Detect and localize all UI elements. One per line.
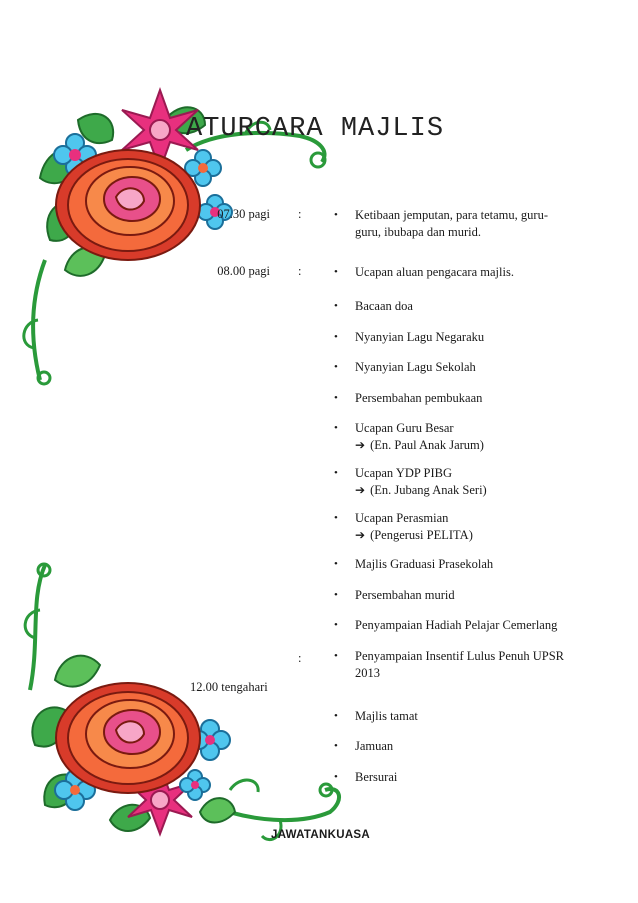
agenda-item: [334, 264, 568, 281]
bullet-icon: •: [334, 558, 338, 570]
agenda-item-text: Ucapan aluan pengacara majlis.: [355, 265, 514, 279]
agenda-item-text: Bacaan doa: [355, 299, 413, 313]
page-title: ATURCARA MAJLIS: [186, 114, 445, 144]
agenda-item: [334, 648, 568, 682]
agenda-item-text: Ketibaan jemputan, para tetamu, guru-guru, ibubapa dan murid.: [355, 208, 548, 239]
time-label: 12.00 tengahari: [190, 680, 268, 694]
agenda-item: [334, 708, 568, 725]
agenda-item: [334, 207, 568, 241]
agenda-subitem-text: (En. Paul Anak Jarum): [370, 438, 484, 452]
bullet-icon: •: [334, 300, 338, 312]
agenda-item: [334, 738, 568, 755]
bottom-floral-corner: [25, 564, 339, 840]
bullet-icon: •: [334, 209, 338, 221]
agenda-subitem: [355, 482, 568, 499]
agenda-item: [334, 420, 568, 454]
time-separator: :: [298, 651, 302, 665]
agenda-item-text: Bersurai: [355, 770, 398, 784]
agenda-item-text: Persembahan pembukaan: [355, 391, 483, 405]
agenda-item: [334, 390, 568, 407]
agenda-item-text: Ucapan YDP PIBG: [355, 466, 452, 480]
agenda-subitem: [355, 437, 568, 454]
bullet-icon: •: [334, 392, 338, 404]
bullet-icon: •: [334, 619, 338, 631]
agenda-item: [334, 465, 568, 499]
agenda-item: [334, 587, 568, 604]
agenda-item-text: Penyampaian Insentif Lulus Penuh UPSR 2013: [355, 649, 565, 680]
bullet-icon: •: [334, 422, 338, 434]
agenda-subitem-text: (Pengerusi PELITA): [370, 528, 473, 542]
time-label: 07.30 pagi: [217, 207, 270, 221]
agenda-item-text: Persembahan murid: [355, 588, 455, 602]
agenda-item: [334, 617, 568, 634]
arrow-right-icon: ➔: [355, 438, 366, 452]
bullet-icon: •: [334, 331, 338, 343]
agenda-item-text: Penyampaian Hadiah Pelajar Cemerlang: [355, 618, 558, 632]
bullet-icon: •: [334, 467, 338, 479]
agenda-item-text: Majlis tamat: [355, 709, 418, 723]
agenda-item: [334, 359, 568, 376]
time-separator: :: [298, 264, 302, 278]
bullet-icon: •: [334, 361, 338, 373]
arrow-right-icon: ➔: [355, 528, 366, 542]
bullet-icon: •: [334, 771, 338, 783]
bullet-icon: •: [334, 266, 338, 278]
bullet-icon: •: [334, 650, 338, 662]
time-label: 08.00 pagi: [217, 264, 270, 278]
agenda-item-text: Ucapan Perasmian: [355, 511, 449, 525]
agenda-subitem-text: (En. Jubang Anak Seri): [370, 483, 487, 497]
bullet-icon: •: [334, 512, 338, 524]
bullet-icon: •: [334, 740, 338, 752]
agenda-subitem: [355, 527, 568, 544]
agenda-item: [334, 769, 568, 786]
agenda-item-text: Majlis Graduasi Prasekolah: [355, 557, 494, 571]
arrow-right-icon: ➔: [355, 483, 366, 497]
agenda-item: [334, 556, 568, 573]
agenda-item: [334, 298, 568, 315]
time-separator: :: [298, 207, 302, 221]
agenda-item: [334, 329, 568, 346]
agenda-item-text: Jamuan: [355, 739, 394, 753]
committee-signature: JAWATANKUASA: [271, 829, 371, 841]
bullet-icon: •: [334, 710, 338, 722]
agenda-item-text: Ucapan Guru Besar: [355, 421, 454, 435]
agenda-item-text: Nyanyian Lagu Sekolah: [355, 360, 476, 374]
agenda-item: [334, 510, 568, 544]
agenda-item-text: Nyanyian Lagu Negaraku: [355, 330, 485, 344]
bullet-icon: •: [334, 589, 338, 601]
